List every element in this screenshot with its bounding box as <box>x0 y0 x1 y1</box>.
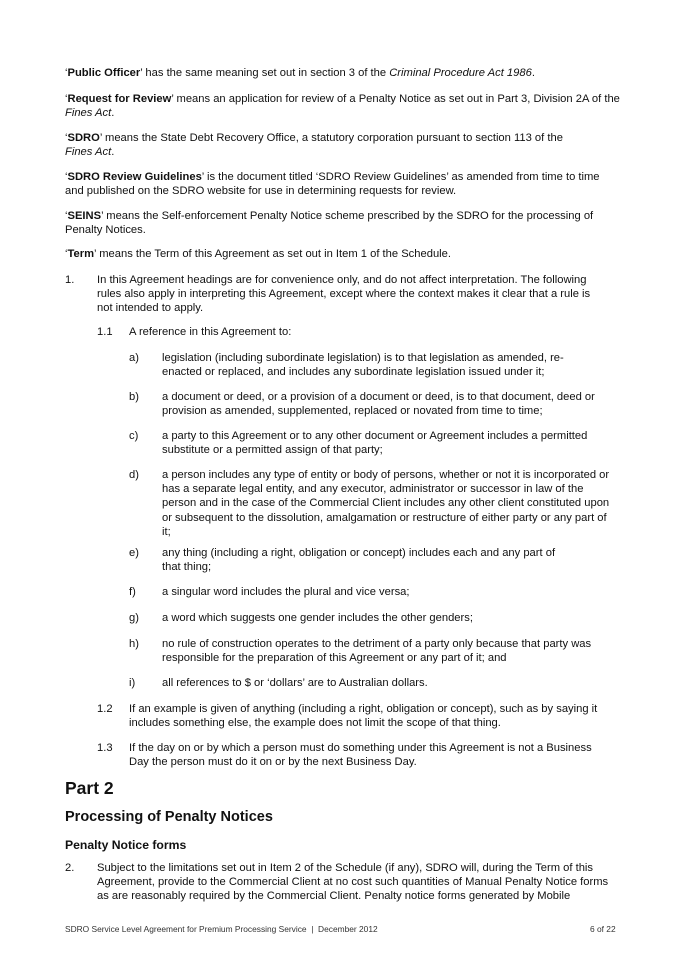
part-heading: Part 2 <box>65 778 114 798</box>
clause-number: 1.3 <box>97 742 113 754</box>
defined-term: Term <box>67 248 95 260</box>
list-item-i: all references to $ or ‘dollars’ are to Australian dollars. <box>162 677 428 689</box>
list-letter: g) <box>129 612 139 624</box>
list-letter: i) <box>129 677 136 689</box>
list-letter: b) <box>129 391 139 403</box>
list-item-b: a document or deed, or a provision of a document or deed, is to that document, deed or provision as amended, supplemented, replaced or novated from time to time; <box>162 391 595 418</box>
list-letter: e) <box>129 547 139 559</box>
list-item-f: a singular word includes the plural and vice versa; <box>162 586 410 598</box>
defined-term: SDRO <box>67 132 100 144</box>
list-letter: d) <box>129 469 139 481</box>
list-letter: a) <box>129 352 139 364</box>
clause-number: 1. <box>65 274 75 286</box>
list-item-e: any thing (including a right, obligation or concept) includes each and any part of that thing; <box>162 547 556 574</box>
footer-page-number: 6 of 22 <box>590 924 616 934</box>
clause-number: 2. <box>65 862 75 874</box>
list-item-a: legislation (including subordinate legislation) is to that legislation as amended, re-enacted or replaced, and includes any subordinate legislation issued under it; <box>162 352 564 379</box>
defined-term: Request for Review <box>67 93 172 105</box>
clause-number: 1.1 <box>97 326 113 338</box>
clause-1-2-text: If an example is given of anything (including a right, obligation or concept), such as by saying it includes something else, the example does not limit the scope of that thing. <box>129 703 598 730</box>
list-letter: h) <box>129 638 139 650</box>
list-letter: f) <box>129 586 136 598</box>
clause-number: 1.2 <box>97 703 113 715</box>
definition-seins: ‘SEINS’ means the Self-enforcement Penalty Notice scheme prescribed by the SDRO for the processing of Penalty Notices. <box>65 210 594 237</box>
definition-term: ‘Term’ means the Term of this Agreement as set out in Item 1 of the Schedule. <box>65 248 451 260</box>
clause-1-3-text: If the day on or by which a person must do something under this Agreement is not a Business Day the person must do it on or by the next Business Day. <box>129 742 592 769</box>
definition-request-for-review: ‘Request for Review’ means an application for review of a Penalty Notice as set out in Part 3, Division 2A of the Fines Act. <box>65 93 620 120</box>
list-item-c: a party to this Agreement or to any other document or Agreement includes a permitted substitute or a permitted assign of that party; <box>162 430 588 457</box>
defined-term: SEINS <box>67 210 102 222</box>
footer-document-title: SDRO Service Level Agreement for Premium Processing Service | December 2012 <box>65 924 378 934</box>
defined-term: Public Officer <box>67 67 141 79</box>
definition-public-officer: ‘Public Officer’ has the same meaning set out in section 3 of the Criminal Procedure Act 1986. <box>65 67 535 79</box>
clause-1-1-text: A reference in this Agreement to: <box>129 326 292 338</box>
list-item-h: no rule of construction operates to the detriment of a party only because that party was responsible for the preparation of this Agreement or any part of it; and <box>162 638 592 665</box>
list-letter: c) <box>129 430 139 442</box>
definition-sdro-review-guidelines: ‘SDRO Review Guidelines’ is the document titled ‘SDRO Review Guidelines’ as amended from time to time and published on the SDRO website for use in determining requests for review. <box>65 171 600 198</box>
clause-2-text: Subject to the limitations set out in Item 2 of the Schedule (if any), SDRO will, during the Term of this Agreement, provide to the Commercial Client at no cost such quantities of Manual Penalty Notice forms as are reasonably required by the Commercial Client. Penalty notice forms generated by Mobile <box>97 862 609 903</box>
definition-sdro: ‘SDRO’ means the State Debt Recovery Office, a statutory corporation pursuant to section 113 of the Fines Act. <box>65 132 563 159</box>
defined-term: SDRO Review Guidelines <box>67 171 202 183</box>
clause-1-text: In this Agreement headings are for convenience only, and do not affect interpretation. The following rules also apply in interpreting this Agreement, except where the context makes it clear that a rule is not intended to apply. <box>97 274 591 315</box>
list-item-d: a person includes any type of entity or body of persons, whether or not it is incorporated or has a separate legal entity, and any executor, administrator or successor in law of the person and in the case of the Commercial Client includes any other client constituted upon or subsequent to the dissolution, amalgamation or restructure of either party or any part of it; <box>162 469 610 538</box>
list-item-g: a word which suggests one gender includes the other genders; <box>162 612 473 624</box>
section-heading: Processing of Penalty Notices <box>65 809 273 825</box>
subsection-heading: Penalty Notice forms <box>65 838 187 852</box>
